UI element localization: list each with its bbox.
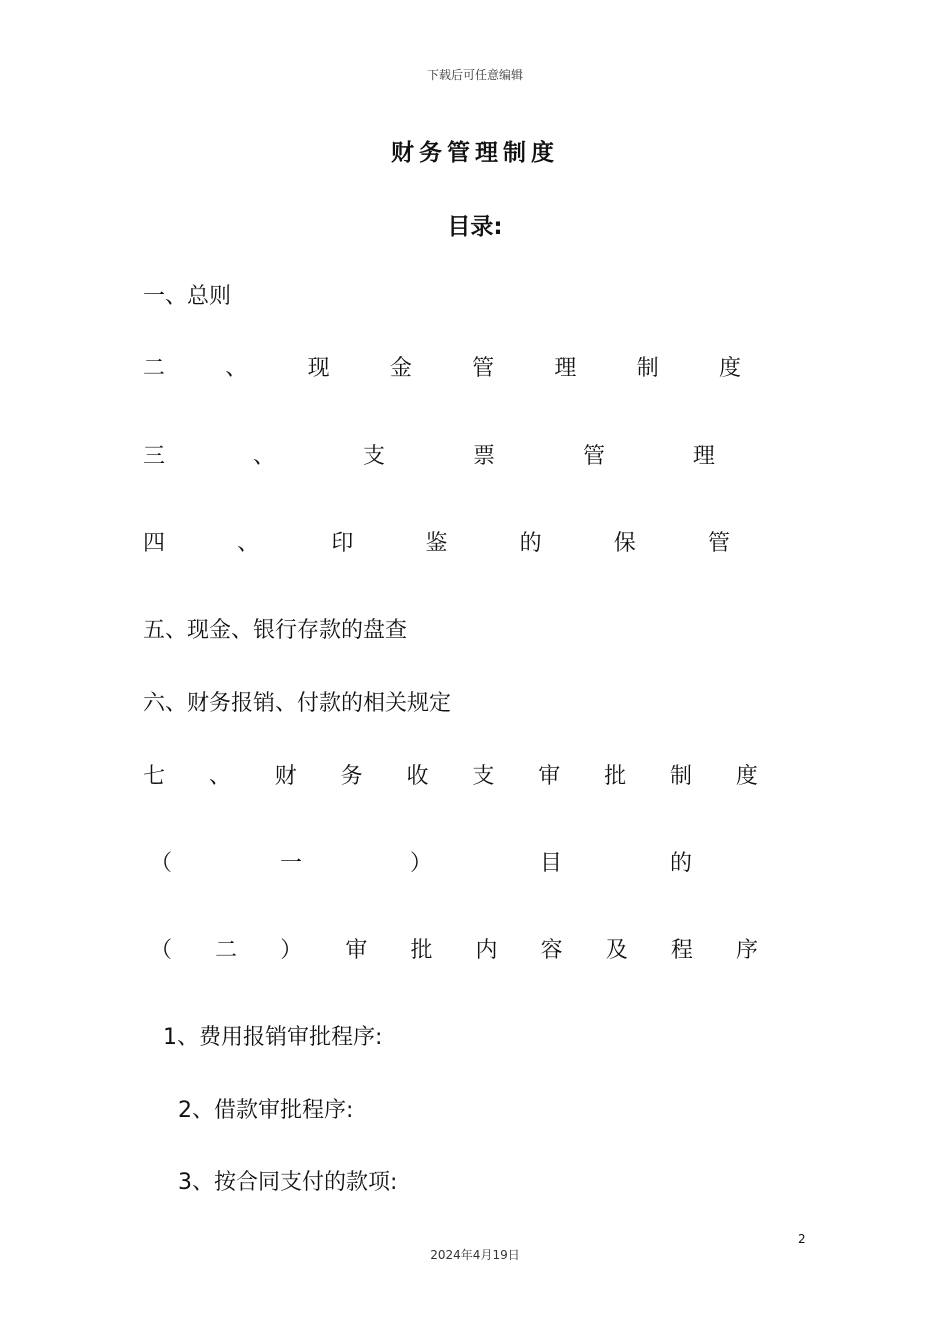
char: 一: [279, 851, 302, 876]
footer-date: 2024年4月19日: [430, 1248, 520, 1262]
page-header-note: 下载后可任意编辑: [426, 68, 523, 82]
char: 四: [143, 531, 166, 556]
char: 制: [670, 764, 693, 789]
toc-subsubitem-contract-payment: 3、按合同支付的款项:: [178, 1170, 398, 1195]
char: 目: [539, 851, 562, 876]
toc-item-seal-custody: [143, 527, 730, 561]
char: ）: [409, 851, 432, 876]
char: 三: [143, 444, 166, 469]
char: 理: [554, 356, 577, 381]
char: 批: [410, 938, 433, 963]
char: 二: [143, 356, 166, 381]
char: 二: [215, 938, 238, 963]
char: 支: [362, 444, 385, 469]
char: 票: [472, 444, 495, 469]
char: （: [150, 851, 173, 876]
toc-item-cash-management: [143, 352, 741, 386]
char: 现: [307, 356, 330, 381]
char: 保: [613, 531, 636, 556]
char: 的: [669, 851, 692, 876]
char: 务: [340, 764, 363, 789]
char: 容: [540, 938, 563, 963]
char: 批: [604, 764, 627, 789]
toc-item-cheque-management: [143, 440, 715, 474]
toc-subsubitem-loan-approval: 2、借款审批程序:: [178, 1098, 354, 1123]
page-number: 2: [798, 1232, 806, 1246]
char: 管: [582, 444, 605, 469]
toc-heading: 目录:: [447, 214, 503, 240]
toc-item-approval-system: [143, 760, 758, 794]
char: 财: [274, 764, 297, 789]
char: 内: [475, 938, 498, 963]
char: 管: [472, 356, 495, 381]
char: 金: [389, 356, 412, 381]
char: 、: [252, 444, 275, 469]
toc-subsubitem-expense-approval: 1、费用报销审批程序:: [163, 1025, 383, 1050]
toc-item-cash-bank-inspection: 五、现金、银行存款的盘查: [143, 618, 408, 643]
char: 的: [519, 531, 542, 556]
char: 及: [605, 938, 628, 963]
char: 度: [735, 764, 758, 789]
char: 审: [538, 764, 561, 789]
char: ）: [280, 938, 303, 963]
toc-item-general: 一、总则: [143, 284, 232, 309]
char: 管: [707, 531, 730, 556]
char: 印: [331, 531, 354, 556]
char: 支: [472, 764, 495, 789]
char: 序: [735, 938, 758, 963]
char: 程: [670, 938, 693, 963]
char: 、: [225, 356, 248, 381]
char: 七: [143, 764, 166, 789]
char: 、: [208, 764, 231, 789]
toc-item-reimbursement-rules: 六、财务报销、付款的相关规定: [143, 691, 452, 716]
char: 鉴: [425, 531, 448, 556]
char: 审: [345, 938, 368, 963]
toc-subitem-purpose: [150, 847, 692, 881]
char: 理: [692, 444, 715, 469]
char: 度: [718, 356, 741, 381]
char: 收: [406, 764, 429, 789]
document-title: 财务管理制度: [391, 140, 559, 166]
char: （: [150, 938, 173, 963]
char: 、: [237, 531, 260, 556]
char: 制: [636, 356, 659, 381]
toc-subitem-approval-procedure: [150, 934, 758, 968]
